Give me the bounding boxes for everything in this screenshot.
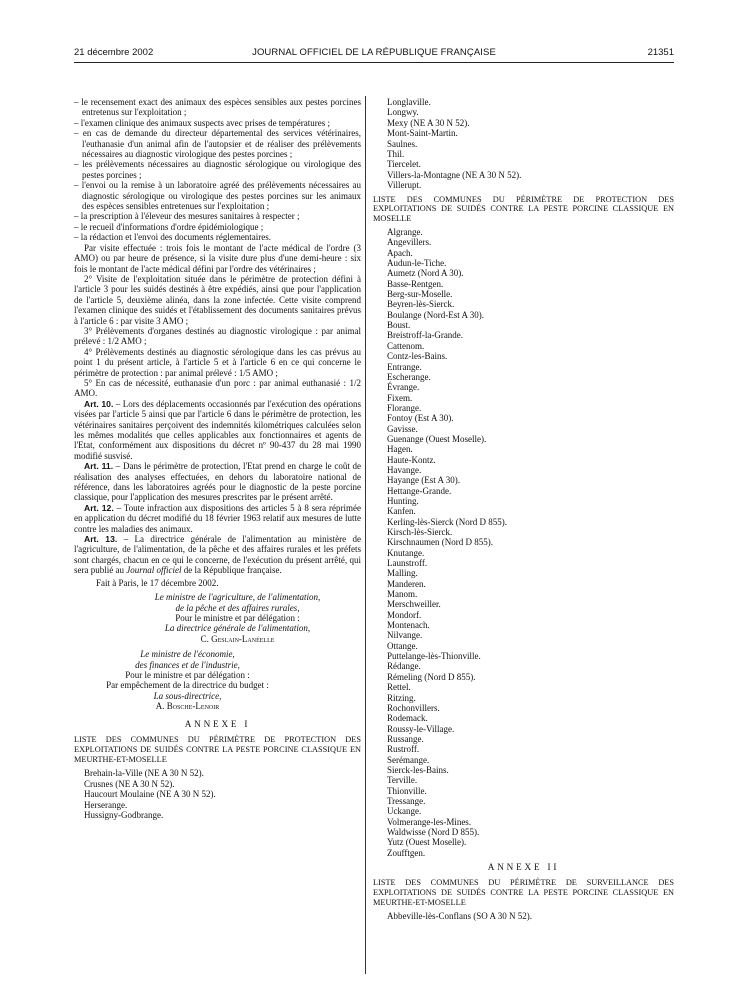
paragraph: Par visite effectuée : trois fois le montant de l'acte médical de l'ordre (3 AMO) ou par heure de présence, si la visite dure plus d'une demi-heure : six fois le montant de l'acte médical défini par l'ordre des vétérinaires ; (74, 242, 361, 274)
list-item: Audun-le-Tiche. (387, 258, 447, 269)
list-item: Roussy-le-Village. (387, 723, 455, 734)
paragraph: 2° Visite de l'exploitation située dans le périmètre de protection défini à l'article 3 pour les suidés destinés à être expédiés, ainsi que pour l'application de l'article 5, deuxième alinéa, dans la zone infectée. Cette visite comprend l'examen clinique des suidés et l'établissement des documents sanitaires prévus à l'article 6 : par visite 3 AMO ; (74, 273, 361, 326)
dash-item: – les prélèvements nécessaires au diagnostic sérologique ou virologique des pestes porcines ; (74, 159, 361, 180)
list-item: Mexy (NE A 30 N 52). (387, 117, 470, 128)
list-item: Brehain-la-Ville (NE A 30 N 52). (84, 768, 204, 779)
list-item: Guenange (Ouest Moselle). (387, 433, 487, 444)
sig-line: de la pêche et des affaires rurales, (175, 602, 300, 613)
list-item: Aumetz (Nord A 30). (387, 268, 464, 279)
list-item: Herserange. (84, 799, 128, 810)
fait-a-paris: Fait à Paris, le 17 décembre 2002. (96, 577, 219, 588)
list-item: Montenach. (387, 620, 430, 631)
list-item: Ottange. (387, 640, 418, 651)
list-item: Uckange. (387, 806, 422, 817)
header-page-number: 21351 (647, 47, 674, 58)
article-text-end: de la République française. (181, 565, 282, 576)
article-label: Art. 13. (84, 534, 118, 545)
list-item: Hussigny-Godbrange. (84, 809, 164, 820)
annex-1-heading: LISTE DES COMMUNES DU PÉRIMÈTRE DE PROTECTION DES EXPLOITATIONS DE SUIDÉS CONTRE LA PESTE PORCINE CLASSIQUE EN MEURTHE-ET-MOSELLE (74, 734, 361, 764)
list-item: Zoufftgen. (387, 847, 426, 858)
annex-1-title: ANNEXE I (184, 718, 251, 729)
list-item: Volmerange-les-Mines. (387, 816, 472, 827)
list-item: Basse-Rentgen. (387, 278, 444, 289)
list-item: Rustroff. (387, 744, 420, 755)
dash-item: – la prescription à l'éleveur des mesures sanitaires à respecter ; (74, 211, 300, 222)
sig-line: La sous-directrice, (153, 690, 222, 701)
dash-item: – l'envoi ou la remise à un laboratoire agréé des prélèvements nécessaires au diagnostic sérologique ou virologique des pestes porcines sur les animaux des espèces sensibles entretenues sur l'exploitation ; (74, 180, 361, 212)
list-item: Ritzing. (387, 692, 416, 703)
list-item: Hettange-Grande. (387, 485, 452, 496)
list-item: Hagen. (387, 444, 413, 455)
list-item: Serémange. (387, 754, 430, 765)
list-item: Yutz (Ouest Moselle). (387, 837, 467, 848)
list-item: Fixem. (387, 392, 413, 403)
list-item: Longwy. (387, 107, 419, 118)
list-item: Merschweiller. (387, 599, 441, 610)
sig-line: Pour le ministre et par délégation : (175, 612, 300, 623)
list-item: Launstroff. (387, 558, 428, 569)
article-label: Art. 11. (84, 461, 114, 472)
list-item: Berg-sur-Moselle. (387, 289, 453, 300)
sig-line: La directrice générale de l'alimentation, (164, 623, 311, 634)
list-item: Longlaville. (387, 97, 431, 107)
list-item: Contz-les-Bains. (387, 351, 448, 362)
list-item: Breistroff-la-Grande. (387, 330, 464, 341)
paragraph: 4° Prélèvements destinés au diagnostic sérologique dans les cas prévus au point 1 du présent article, à l'article 5 et à l'article 6 en ce qui concerne le périmètre de protection : par animal prélevé : 1/5 AMO ; (74, 346, 361, 378)
right-column (373, 97, 674, 921)
header-date: 21 décembre 2002 (74, 47, 154, 58)
list-item: Fontoy (Est A 30). (387, 413, 454, 424)
list-item: Nilvange. (387, 630, 423, 641)
list-item: Kerling-lès-Sierck (Nord D 855). (387, 516, 507, 527)
list-item: Saulnes. (387, 138, 418, 149)
column-divider (365, 96, 366, 974)
sig-line: des finances et de l'industrie, (135, 659, 240, 670)
list-item: Cattenom. (387, 340, 425, 351)
list-item: Apach. (387, 247, 413, 258)
list-item: Villers-la-Montagne (NE A 30 N 52). (387, 169, 522, 180)
list-item: Russange. (387, 733, 424, 744)
article-label: Art. 12. (84, 502, 114, 513)
article-text: – Lors des déplacements occasionnés par l'exécution des opérations visées par l'article 5 ainsi que par l'article 6 dans le périmètre de protection, les vétérinaires sanitaires perçoivent des indemnités kilométriques calculées selon les mêmes modalités que celles applicables aux fonctionnaires et agents de l'Etat, conformément aux dispositions du décret nº 90-437 du 28 mai 1990 modifié susvisé. (74, 398, 361, 461)
dash-item: – l'examen clinique des animaux suspects avec prises de températures ; (74, 117, 331, 128)
list-item: Abbeville-lès-Conflans (SO A 30 N 52). (387, 910, 532, 921)
dash-item: – en cas de demande du directeur départemental des services vétérinaires, l'euthanasie d'un animal afin de l'autopsier et de réaliser des prélèvements nécessaires au diagnostic virologique des pestes porcines ; (74, 128, 361, 160)
list-item: Havange. (387, 464, 422, 475)
paragraph: 3° Prélèvements d'organes destinés au diagnostic virologique : par animal prélevé : 1/2 AMO ; (74, 325, 361, 347)
dash-item: – le recensement exact des animaux des espèces sensibles aux pestes porcines entretenus sur l'exploitation ; (74, 97, 361, 118)
annex-2-heading: LISTE DES COMMUNES DU PÉRIMÈTRE DE SURVEILLANCE DES EXPLOITATIONS DE SUIDÉS CONTRE LA PESTE PORCINE CLASSIQUE EN MEURTHE-ET-MOSELLE (373, 878, 674, 908)
list-item: Entrange. (387, 361, 422, 372)
header-title: JOURNAL OFFICIEL DE LA RÉPUBLIQUE FRANÇAISE (252, 47, 496, 58)
moselle-commune-list (373, 227, 674, 858)
header-rule (74, 62, 674, 63)
list-item: Algrange. (387, 227, 423, 238)
article-11 (74, 461, 361, 503)
sig-line: Par empêchement de la directrice du budget : (106, 680, 269, 691)
list-item: Tiercelet. (387, 159, 421, 170)
sig-line: Pour le ministre et par délégation : (125, 669, 250, 680)
list-item: Rédange. (387, 661, 421, 672)
list-item: Haute-Kontz. (387, 454, 436, 465)
list-item: Beyren-lès-Sierck. (387, 299, 455, 310)
list-item: Manderen. (387, 578, 426, 589)
list-item: Mondorf. (387, 609, 422, 620)
sig-name: A. Bosche-Lenoir (155, 701, 220, 712)
annex-2-commune-list (373, 911, 674, 921)
list-item: Waldwisse (Nord D 855). (387, 826, 480, 837)
list-item: Kanfen. (387, 506, 416, 517)
list-item: Kirschnaumen (Nord D 855). (387, 537, 493, 548)
page-header (74, 47, 674, 61)
list-item: Villerupt. (387, 180, 422, 191)
list-item: Rémeling (Nord D 855). (387, 671, 476, 682)
sig-name: C. Geslain-Lanéelle (200, 633, 275, 644)
list-item: Rodemack. (387, 713, 428, 724)
article-12 (74, 503, 361, 534)
list-item: Kirsch-lès-Sierck. (387, 527, 453, 538)
left-column (74, 97, 361, 820)
annex-2-title: ANNEXE II (487, 862, 560, 873)
journal-officiel-italic: Journal officiel (126, 565, 182, 576)
article-label: Art. 10. (84, 398, 114, 409)
dash-item: – la rédaction et l'envoi des documents réglementaires. (74, 232, 272, 243)
list-item: Gavisse. (387, 423, 418, 434)
article-10 (74, 399, 361, 461)
list-item: Tressange. (387, 795, 426, 806)
list-item: Haucourt Moulaine (NE A 30 N 52). (84, 789, 216, 800)
mm-commune-list-continued (373, 97, 674, 191)
list-item: Terville. (387, 775, 418, 786)
list-item: Thionville. (387, 785, 427, 796)
list-item: Évrange. (387, 382, 420, 393)
article-text: – Dans le périmètre de protection, l'Etat prend en charge le coût de réalisation des analyses effectuées, en dehors du laboratoire national de référence, dans les laboratoires agréés pour le diagnostic de la peste porcine classique, pour l'application des mesures prescrites par le présent arrêté. (74, 461, 361, 503)
article-text: – La directrice générale de l'alimentation au ministère de l'agriculture, de l'alimentation, de la pêche et des affaires rurales et les préfets sont chargés, chacun en ce qui le concerne, de l'exécution du présent arrêté, qui sera publié au (74, 534, 361, 576)
list-item: Boust. (387, 320, 411, 331)
sig-line: Le ministre de l'économie, (140, 649, 235, 660)
list-item: Escherange. (387, 371, 431, 382)
article-13 (74, 534, 361, 576)
sig-line: Le ministre de l'agriculture, de l'alimentation, (154, 592, 321, 603)
dash-item: – le recueil d'informations d'ordre épidémiologique ; (74, 221, 264, 232)
list-item: Hunting. (387, 495, 419, 506)
list-item: Mont-Saint-Martin. (387, 128, 458, 139)
list-item: Rettel. (387, 682, 411, 693)
article-text: – Toute infraction aux dispositions des articles 5 à 8 sera réprimée en application du décret modifié du 18 février 1963 relatif aux mesures de lutte contre les maladies des animaux. (74, 502, 361, 534)
list-item: Hayange (Est A 30). (387, 475, 460, 486)
list-item: Thil. (387, 149, 405, 160)
signature-block-economie (74, 649, 361, 711)
signature-block-agriculture (74, 592, 361, 644)
list-item: Sierck-les-Bains. (387, 764, 449, 775)
paragraph: 5° En cas de nécessité, euthanasie d'un porc : par animal euthanasié : 1/2 AMO. (74, 377, 361, 399)
list-item: Boulange (Nord-Est A 30). (387, 309, 484, 320)
list-item: Angevillers. (387, 237, 432, 248)
annex-1-commune-list (74, 768, 361, 820)
list-item: Manom. (387, 589, 418, 600)
list-item: Malling. (387, 568, 418, 579)
moselle-heading: LISTE DES COMMUNES DU PÉRIMÈTRE DE PROTECTION DES EXPLOITATIONS DE SUIDÉS CONTRE LA PESTE PORCINE CLASSIQUE EN MOSELLE (373, 194, 674, 224)
list-item: Crusnes (NE A 30 N 52). (84, 778, 175, 789)
list-item: Florange. (387, 402, 422, 413)
list-item: Rochonvillers. (387, 702, 440, 713)
list-item: Knutange. (387, 547, 425, 558)
list-item: Puttelange-lès-Thionville. (387, 651, 481, 662)
